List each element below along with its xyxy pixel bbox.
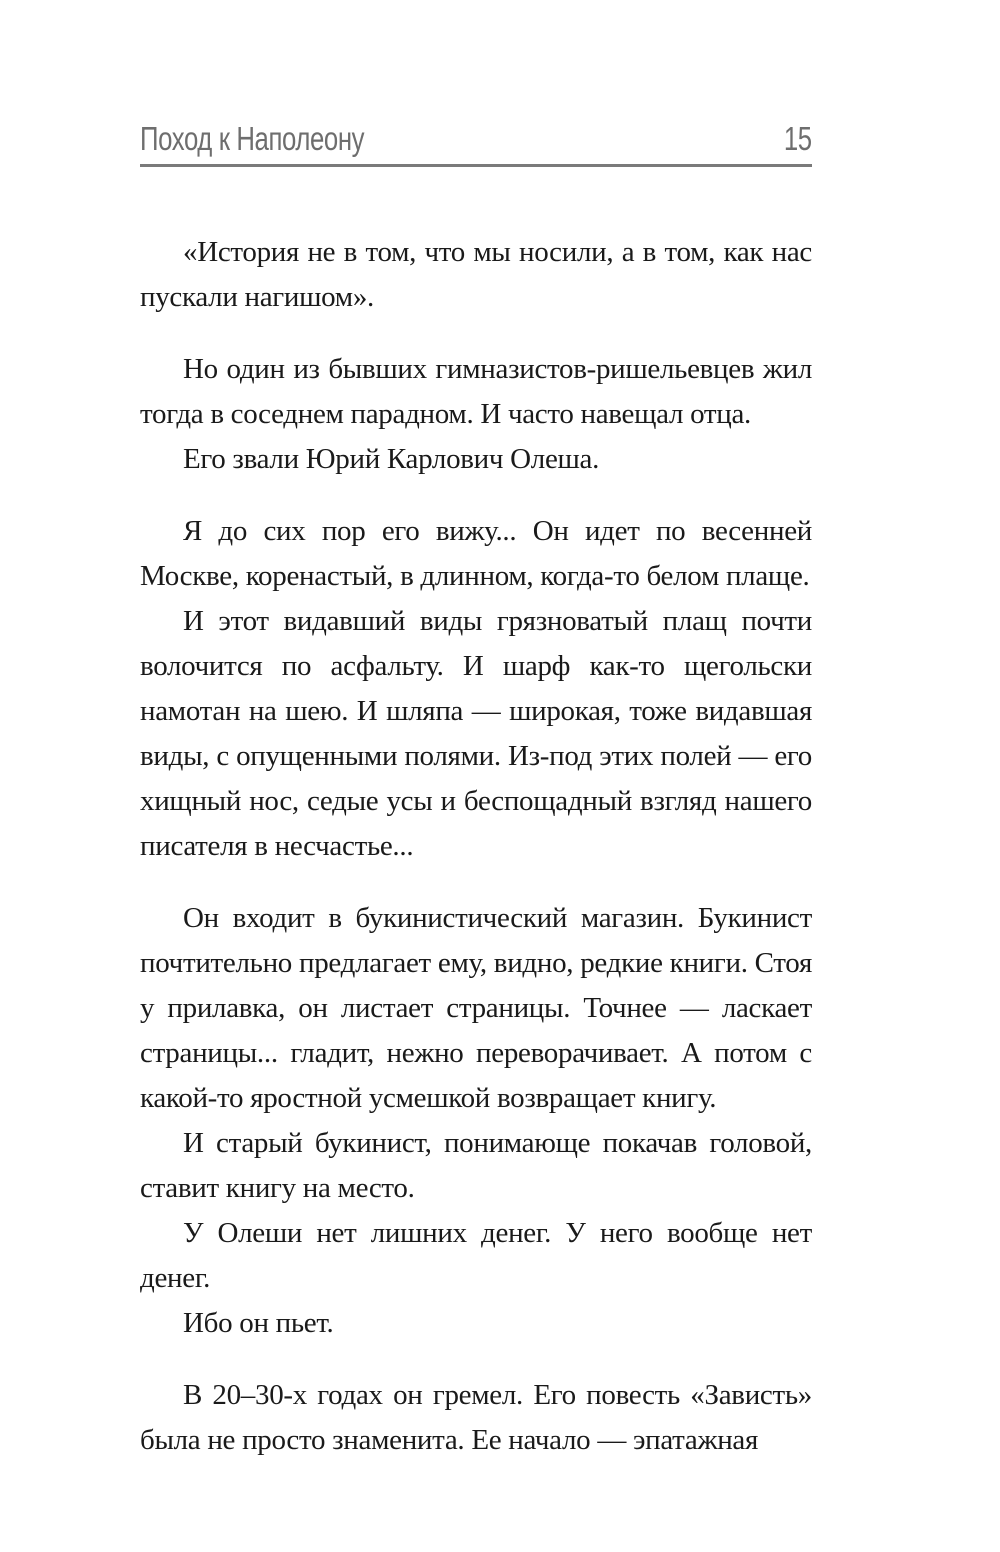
- paragraph: Но один из бывших гимназистов-ришельевцев жил тогда в соседнем парадном. И часто навещал отца.: [140, 353, 812, 430]
- paragraph: «История не в том, что мы носили, а в том, как нас пускали нагишом».: [140, 236, 812, 313]
- paragraph: И этот видавший виды грязноватый плащ почти волочится по асфальту. И шарф как-то щегольски намотан на шею. И шляпа — широкая, тоже видавшая виды, с опущенными полями. Из-под этих полей — его хищный нос, седые усы и беспощадный взгляд нашего писателя в несчастье...: [140, 605, 812, 862]
- paragraph: Ибо он пьет.: [183, 1307, 334, 1339]
- paragraph: Его звали Юрий Карлович Олеша.: [183, 443, 600, 475]
- paragraph: У Олеши нет лишних денег. У него вообще нет денег.: [140, 1217, 812, 1294]
- paragraph: В 20–30-х годах он гремел. Его повесть «Зависть» была не просто знаменита. Ее начало — эпатажная: [140, 1379, 812, 1456]
- paragraph: Я до сих пор его вижу... Он идет по весенней Москве, коренастый, в длинном, когда-то белом плаще.: [140, 515, 812, 592]
- paragraph: Он входит в букинистический магазин. Букинист почтительно предлагает ему, видно, редкие книги. Стоя у прилавка, он листает страницы. Точнее — ласкает страницы... гладит, нежно переворачивает. А потом с какой-то яростной усмешкой возвращает книгу.: [140, 902, 812, 1114]
- running-header: [140, 118, 812, 167]
- page-number: 15: [784, 120, 812, 157]
- paragraph: И старый букинист, понимающе покачав головой, ставит книгу на место.: [140, 1127, 812, 1204]
- body-text: [140, 230, 812, 1463]
- running-title: Поход к Наполеону: [140, 120, 365, 157]
